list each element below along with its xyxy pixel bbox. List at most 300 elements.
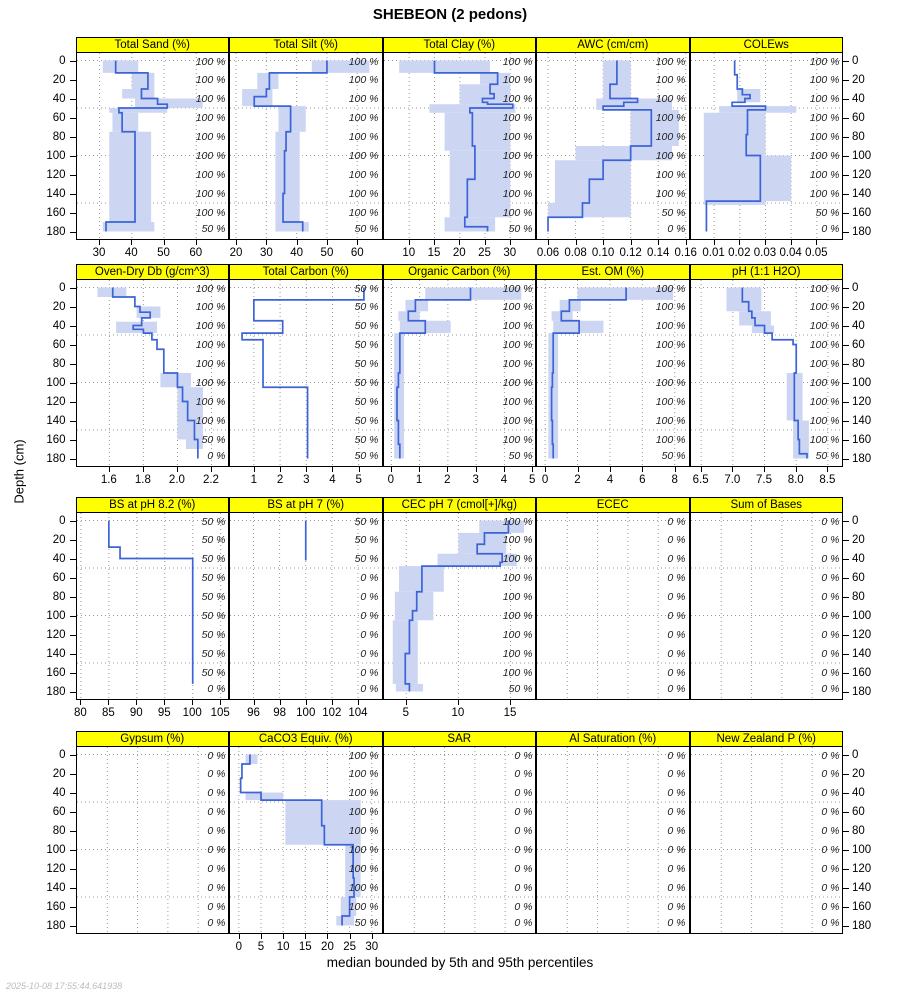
pct-label: 50 %	[354, 434, 379, 446]
x-tick-label: 7.5	[756, 474, 773, 486]
panel-total-carbon	[229, 264, 383, 467]
pct-label: 0 %	[206, 901, 225, 913]
pct-label: 50 %	[201, 648, 225, 660]
panel-bs-at-ph-8-2	[76, 497, 230, 700]
pct-label: 100 %	[655, 301, 686, 313]
pct-label: 50 %	[201, 534, 225, 546]
depth-tick-right	[843, 654, 849, 655]
panel-plot-ph-1-1-h2o	[690, 280, 844, 467]
x-tick-label: 0.04	[779, 247, 802, 259]
x-tick	[816, 240, 817, 245]
depth-label-left: 80	[52, 824, 66, 837]
pct-label: 50 %	[354, 282, 379, 295]
x-tick	[220, 700, 221, 705]
pct-label: 0 %	[667, 825, 686, 837]
depth-label-right: 100	[852, 376, 872, 389]
pct-label: 50 %	[201, 515, 225, 528]
pct-label: 100 %	[655, 320, 686, 332]
depth-tick-left	[70, 345, 76, 346]
pct-label: 0 %	[513, 787, 532, 799]
depth-label-right: 180	[852, 225, 872, 238]
x-tick-label: 98	[273, 707, 287, 719]
pct-label: 50 %	[201, 434, 225, 446]
x-tick	[280, 700, 281, 705]
x-tick	[239, 934, 240, 939]
pct-label: 0 %	[820, 768, 839, 780]
panel-plot-bs-at-ph-8-2	[76, 513, 230, 700]
pct-label: 100 %	[348, 150, 379, 162]
pct-label: 0 %	[667, 787, 686, 799]
x-tick	[306, 467, 307, 472]
depth-label-right: 140	[852, 647, 872, 660]
x-tick	[764, 467, 765, 472]
depth-label-right: 80	[852, 590, 865, 603]
depth-tick-left	[70, 635, 76, 636]
x-tick-label: 20	[321, 941, 334, 953]
figure-title: SHEBEON (2 pedons)	[372, 6, 528, 23]
depth-label-right: 180	[852, 452, 872, 465]
x-tick	[532, 467, 533, 472]
x-tick-label: 1.8	[134, 474, 151, 486]
x-tick	[136, 700, 137, 705]
pct-label: 100 %	[348, 112, 379, 124]
pct-label: 50 %	[354, 223, 379, 236]
x-tick-label: 4	[606, 474, 614, 486]
pct-label: 100 %	[655, 150, 686, 162]
x-tick	[297, 240, 298, 245]
plot-svg-total-sand	[77, 53, 229, 239]
pct-label: 100 %	[195, 55, 225, 68]
x-tick-label: 0.02	[728, 247, 751, 259]
x-tick-label: 0.14	[646, 247, 670, 259]
depth-tick-right	[843, 175, 849, 176]
x-tick-label: 105	[210, 707, 230, 719]
depth-tick-left	[70, 578, 76, 579]
panel-plot-new-zealand-p	[690, 747, 844, 934]
pct-label: 100 %	[502, 74, 532, 86]
x-tick	[701, 467, 702, 472]
depth-label-left: 120	[46, 628, 66, 641]
x-tick	[447, 467, 448, 472]
panel-sum-of-bases	[690, 497, 844, 700]
x-tick	[485, 240, 486, 245]
pct-label: 0 %	[206, 882, 225, 894]
pct-label: 100 %	[809, 150, 839, 162]
pct-label: 100 %	[348, 207, 379, 219]
depth-label-right: 20	[852, 300, 865, 313]
pct-label: 0 %	[667, 749, 686, 762]
depth-label-left: 0	[59, 281, 66, 294]
pct-label: 0 %	[820, 629, 839, 641]
panel-strip-new-zealand-p: New Zealand P (%)	[690, 731, 844, 747]
x-tick-label: 8.0	[787, 474, 804, 486]
depth-label-right: 40	[852, 786, 865, 799]
panel-strip-sar: SAR	[383, 731, 537, 747]
pct-label: 100 %	[195, 358, 225, 370]
pct-label: 100 %	[348, 74, 379, 86]
x-tick-label: 6.5	[692, 474, 709, 486]
depth-label-left: 120	[46, 168, 66, 181]
depth-tick-left	[70, 869, 76, 870]
x-tick	[177, 467, 178, 472]
depth-label-right: 100	[852, 149, 872, 162]
pct-label: 0 %	[667, 610, 686, 622]
x-tick-label: 5	[257, 941, 265, 953]
pct-label: 0 %	[820, 667, 839, 679]
pct-label: 100 %	[655, 93, 686, 105]
panel-oven-dry-db-g-cm-3	[76, 264, 230, 467]
x-tick	[406, 700, 407, 705]
depth-label-left: 100	[46, 609, 66, 622]
depth-label-left: 60	[52, 805, 66, 818]
x-tick-label: 1	[250, 474, 258, 486]
pct-label: 100 %	[809, 358, 839, 370]
x-tick	[458, 700, 459, 705]
panel-bs-at-ph-7	[229, 497, 383, 700]
x-tick-label: 8.5	[819, 474, 836, 486]
pct-label: 0 %	[820, 882, 839, 894]
pct-label: 0 %	[360, 610, 379, 622]
x-tick-label: 2	[574, 474, 581, 486]
panel-ecec	[536, 497, 690, 700]
pct-label: 100 %	[502, 629, 532, 641]
depth-label-right: 160	[852, 666, 872, 679]
panel-strip-total-clay: Total Clay (%)	[383, 37, 537, 53]
panel-total-clay	[383, 37, 537, 240]
depth-tick-right	[843, 831, 849, 832]
x-tick	[658, 240, 659, 245]
pct-label: 0 %	[360, 667, 379, 679]
plot-svg-ph-1-1-h2o	[691, 280, 843, 466]
depth-tick-left	[70, 440, 76, 441]
depth-label-left: 40	[52, 786, 66, 799]
depth-label-right: 0	[852, 281, 859, 294]
x-tick	[108, 700, 109, 705]
pct-label: 0 %	[667, 917, 686, 930]
x-tick-label: 30	[259, 247, 273, 259]
depth-tick-left	[70, 654, 76, 655]
panel-strip-total-sand: Total Sand (%)	[76, 37, 230, 53]
depth-label-left: 20	[52, 73, 66, 86]
depth-tick-right	[843, 326, 849, 327]
pct-label: 100 %	[655, 434, 686, 446]
pct-label: 0 %	[667, 553, 686, 565]
depth-label-left: 140	[46, 414, 66, 427]
x-tick	[261, 934, 262, 939]
depth-label-left: 140	[46, 881, 66, 894]
depth-label-left: 100	[46, 149, 66, 162]
x-tick-label: 96	[247, 707, 260, 719]
x-tick	[732, 467, 733, 472]
depth-tick-right	[843, 692, 849, 693]
depth-label-right: 60	[852, 338, 865, 351]
pct-label: 100 %	[348, 169, 379, 181]
pct-label: 100 %	[655, 188, 686, 200]
pct-label: 100 %	[195, 169, 225, 181]
pct-label: 100 %	[348, 93, 379, 105]
x-tick-label: 1.6	[100, 474, 117, 486]
pct-label: 100 %	[348, 882, 379, 894]
x-tick	[254, 467, 255, 472]
x-tick	[545, 467, 546, 472]
x-tick	[409, 240, 410, 245]
pct-label: 100 %	[502, 534, 532, 546]
plot-svg-bs-at-ph-7	[230, 513, 382, 699]
pct-label: 50 %	[201, 223, 225, 236]
depth-label-left: 20	[52, 533, 66, 546]
x-tick-label: 0.12	[619, 247, 642, 259]
depth-tick-right	[843, 521, 849, 522]
pct-label: 0 %	[667, 591, 686, 603]
x-tick	[131, 240, 132, 245]
depth-tick-left	[70, 850, 76, 851]
pct-label: 0 %	[513, 768, 532, 780]
x-tick-label: 10	[402, 247, 416, 259]
pct-label: 0 %	[667, 648, 686, 660]
pct-label: 0 %	[820, 863, 839, 875]
depth-label-left: 180	[46, 685, 66, 698]
panel-sar	[383, 731, 537, 934]
panel-plot-ecec	[536, 513, 690, 700]
depth-label-right: 40	[852, 552, 865, 565]
depth-tick-right	[843, 793, 849, 794]
x-tick-label: 0.06	[536, 247, 560, 259]
pct-label: 100 %	[195, 112, 225, 124]
depth-label-right: 140	[852, 187, 872, 200]
panel-awc-cm-cm	[536, 37, 690, 240]
pct-label: 100 %	[195, 207, 225, 219]
plot-svg-al-saturation	[537, 747, 689, 933]
depth-label-left: 100	[46, 843, 66, 856]
pct-label: 100 %	[502, 188, 532, 200]
depth-label-right: 0	[852, 748, 859, 761]
x-tick-label: 10	[276, 941, 290, 953]
x-tick-label: 40	[124, 247, 138, 259]
x-tick	[164, 700, 165, 705]
pct-label: 100 %	[502, 169, 532, 181]
plot-svg-bs-at-ph-8-2	[77, 513, 229, 699]
depth-label-right: 120	[852, 395, 872, 408]
plot-svg-total-silt	[230, 53, 382, 239]
pct-label: 0 %	[820, 683, 839, 696]
depth-label-left: 180	[46, 919, 66, 932]
pct-label: 100 %	[502, 553, 532, 565]
depth-label-left: 180	[46, 225, 66, 238]
x-tick-label: 3	[472, 474, 479, 486]
panel-strip-ecec: ECEC	[536, 497, 690, 513]
plot-svg-caco3-equiv	[230, 747, 382, 933]
pct-label: 100 %	[502, 150, 532, 162]
panel-plot-cec-ph-7-cmol-kg	[383, 513, 537, 700]
panel-plot-al-saturation	[536, 747, 690, 934]
pct-label: 100 %	[655, 358, 686, 370]
pct-label: 100 %	[502, 591, 532, 603]
x-tick-label: 50	[320, 247, 334, 259]
x-tick-label: 10	[451, 707, 465, 719]
depth-label-left: 80	[52, 590, 66, 603]
x-tick-label: 0.16	[674, 247, 697, 259]
panel-plot-total-silt	[229, 53, 383, 240]
x-tick	[476, 467, 477, 472]
depth-tick-left	[70, 288, 76, 289]
x-tick	[196, 240, 197, 245]
x-tick-label: 50	[157, 247, 170, 259]
x-tick	[266, 240, 267, 245]
panel-strip-bs-at-ph-7: BS at pH 7 (%)	[229, 497, 383, 513]
panel-strip-est-om: Est. OM (%)	[536, 264, 690, 280]
depth-label-left: 80	[52, 130, 66, 143]
pct-label: 100 %	[655, 112, 686, 124]
depth-label-left: 140	[46, 187, 66, 200]
depth-tick-right	[843, 812, 849, 813]
x-tick-label: 80	[74, 707, 87, 719]
pct-label: 0 %	[820, 648, 839, 660]
x-tick-label: 0.03	[753, 247, 777, 259]
pct-label: 0 %	[206, 683, 225, 696]
x-tick-label: 85	[101, 707, 115, 719]
pct-label: 50 %	[815, 207, 839, 219]
panel-plot-organic-carbon	[383, 280, 537, 467]
depth-label-left: 60	[52, 338, 66, 351]
pct-label: 100 %	[809, 131, 839, 143]
pct-label: 50 %	[354, 339, 379, 351]
x-tick	[391, 467, 392, 472]
pct-label: 0 %	[206, 825, 225, 837]
pct-label: 0 %	[513, 863, 532, 875]
depth-tick-left	[70, 307, 76, 308]
pct-label: 100 %	[502, 301, 532, 313]
x-tick	[357, 240, 358, 245]
x-tick-label: 20	[452, 247, 466, 259]
x-tick-label: 100	[182, 707, 202, 719]
pct-label: 0 %	[206, 450, 225, 463]
depth-tick-left	[70, 812, 76, 813]
depth-tick-right	[843, 137, 849, 138]
depth-label-right: 160	[852, 900, 872, 913]
depth-tick-right	[843, 80, 849, 81]
plot-svg-oven-dry-db-g-cm-3	[77, 280, 229, 466]
depth-tick-right	[843, 345, 849, 346]
depth-tick-left	[70, 540, 76, 541]
pct-label: 100 %	[502, 320, 532, 332]
depth-label-right: 0	[852, 514, 859, 527]
pct-label: 0 %	[667, 572, 686, 584]
panel-strip-total-carbon: Total Carbon (%)	[229, 264, 383, 280]
panel-plot-awc-cm-cm	[536, 53, 690, 240]
pct-label: 100 %	[195, 131, 225, 143]
panel-colews	[690, 37, 844, 240]
depth-tick-right	[843, 118, 849, 119]
depth-label-right: 120	[852, 862, 872, 875]
pct-label: 50 %	[661, 450, 686, 463]
x-tick-label: 8	[671, 474, 678, 486]
depth-tick-right	[843, 459, 849, 460]
depth-tick-right	[843, 755, 849, 756]
pct-label: 100 %	[502, 396, 532, 408]
plot-svg-new-zealand-p	[691, 747, 843, 933]
pct-label: 100 %	[809, 112, 839, 124]
depth-label-right: 180	[852, 919, 872, 932]
depth-label-left: 160	[46, 206, 66, 219]
x-tick	[358, 700, 359, 705]
x-tick-label: 25	[343, 941, 356, 953]
depth-label-left: 40	[52, 92, 66, 105]
pct-label: 100 %	[809, 415, 839, 427]
pct-label: 50 %	[354, 320, 379, 332]
depth-tick-right	[843, 402, 849, 403]
x-tick	[765, 240, 766, 245]
pct-label: 50 %	[201, 610, 225, 622]
x-tick-label: 60	[350, 247, 364, 259]
depth-label-right: 100	[852, 609, 872, 622]
pct-label: 50 %	[354, 415, 379, 427]
depth-tick-left	[70, 888, 76, 889]
depth-label-left: 160	[46, 666, 66, 679]
depth-label-left: 20	[52, 300, 66, 313]
depth-tick-left	[70, 673, 76, 674]
panel-plot-bs-at-ph-7	[229, 513, 383, 700]
x-tick-label: 90	[129, 707, 143, 719]
pct-label: 100 %	[195, 93, 225, 105]
x-tick-label: 20	[229, 247, 243, 259]
pct-label: 100 %	[809, 339, 839, 351]
depth-tick-left	[70, 831, 76, 832]
pct-label: 100 %	[195, 301, 225, 313]
x-tick	[280, 467, 281, 472]
pct-label: 0 %	[667, 863, 686, 875]
depth-label-right: 20	[852, 767, 865, 780]
pct-label: 0 %	[513, 825, 532, 837]
depth-tick-left	[70, 616, 76, 617]
depth-tick-right	[843, 288, 849, 289]
panel-organic-carbon	[383, 264, 537, 467]
depth-label-right: 40	[852, 319, 865, 332]
pct-label: 50 %	[201, 629, 225, 641]
pct-label: 100 %	[502, 572, 532, 584]
depth-label-right: 140	[852, 414, 872, 427]
depth-label-left: 160	[46, 433, 66, 446]
pct-label: 100 %	[809, 282, 839, 295]
pct-label: 0 %	[513, 917, 532, 930]
panel-cec-ph-7-cmol-kg	[383, 497, 537, 700]
pct-label: 0 %	[206, 787, 225, 799]
x-tick	[675, 467, 676, 472]
depth-tick-right	[843, 194, 849, 195]
plot-svg-cec-ph-7-cmol-kg	[384, 513, 536, 699]
pct-label: 100 %	[809, 169, 839, 181]
x-tick	[578, 467, 579, 472]
x-tick-label: 7.0	[724, 474, 741, 486]
pct-label: 100 %	[348, 787, 379, 799]
pct-label: 100 %	[195, 282, 225, 295]
plot-svg-total-clay	[384, 53, 536, 239]
pct-label: 50 %	[508, 683, 532, 696]
panel-total-silt	[229, 37, 383, 240]
depth-tick-left	[70, 61, 76, 62]
x-tick	[510, 240, 511, 245]
pct-label: 0 %	[206, 806, 225, 818]
depth-tick-right	[843, 383, 849, 384]
pct-label: 100 %	[502, 515, 532, 528]
depth-label-left: 40	[52, 552, 66, 565]
depth-label-left: 120	[46, 862, 66, 875]
pct-label: 100 %	[809, 396, 839, 408]
depth-label-left: 100	[46, 376, 66, 389]
pct-label: 0 %	[360, 629, 379, 641]
pct-label: 100 %	[195, 339, 225, 351]
pct-label: 100 %	[809, 301, 839, 313]
pct-label: 100 %	[195, 188, 225, 200]
